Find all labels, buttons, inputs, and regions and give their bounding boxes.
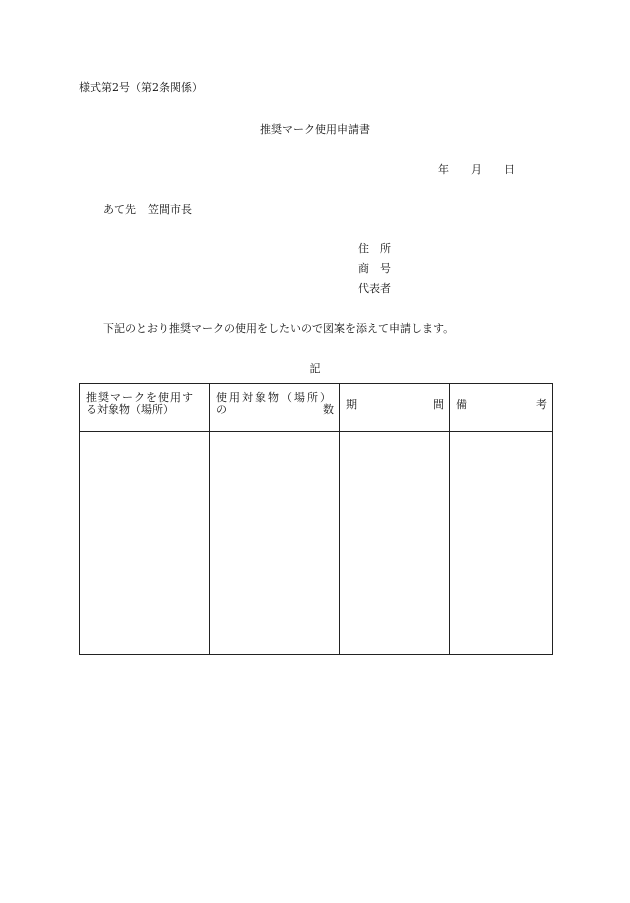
header-target-object-line1: 推奨マークを使用す bbox=[86, 391, 194, 404]
header-remarks-left: 備 bbox=[456, 398, 467, 411]
addressee-name: 笠間市長 bbox=[148, 203, 192, 216]
header-period-left: 期 bbox=[346, 398, 357, 411]
applicant-trade-name-label: 商 号 bbox=[358, 262, 391, 275]
table-body-row bbox=[80, 432, 553, 655]
header-period-right: 間 bbox=[433, 398, 444, 411]
date-day-label: 日 bbox=[504, 163, 515, 176]
header-object-count bbox=[210, 384, 340, 432]
document-title: 推奨マーク使用申請書 bbox=[260, 123, 370, 136]
applicant-representative-label: 代表者 bbox=[358, 282, 391, 295]
target-object-cell[interactable] bbox=[80, 432, 210, 655]
header-object-count-line1: 使用対象物（場所） bbox=[216, 391, 333, 404]
addressee-prefix: あて先 bbox=[103, 203, 136, 216]
table-header-row bbox=[80, 384, 553, 432]
header-target-object bbox=[80, 384, 210, 432]
applicant-address-label: 住 所 bbox=[358, 242, 391, 255]
application-table bbox=[79, 383, 553, 655]
application-statement: 下記のとおり推奨マークの使用をしたいので図案を添えて申請します。 bbox=[103, 322, 455, 335]
form-number: 様式第2号（第2条関係） bbox=[79, 81, 203, 94]
header-object-count-line2-left: の bbox=[216, 403, 227, 416]
date-month-label: 月 bbox=[471, 163, 482, 176]
header-remarks bbox=[450, 384, 553, 432]
header-object-count-line2-right: 数 bbox=[323, 403, 334, 416]
ki-heading: 記 bbox=[309, 362, 321, 375]
date-line bbox=[438, 164, 515, 175]
date-year-label: 年 bbox=[438, 163, 449, 176]
header-target-object-line2: る対象物（場所） bbox=[86, 403, 174, 416]
addressee bbox=[103, 204, 192, 215]
period-cell[interactable] bbox=[340, 432, 450, 655]
header-remarks-right: 考 bbox=[536, 398, 547, 411]
remarks-cell[interactable] bbox=[450, 432, 553, 655]
header-period bbox=[340, 384, 450, 432]
object-count-cell[interactable] bbox=[210, 432, 340, 655]
